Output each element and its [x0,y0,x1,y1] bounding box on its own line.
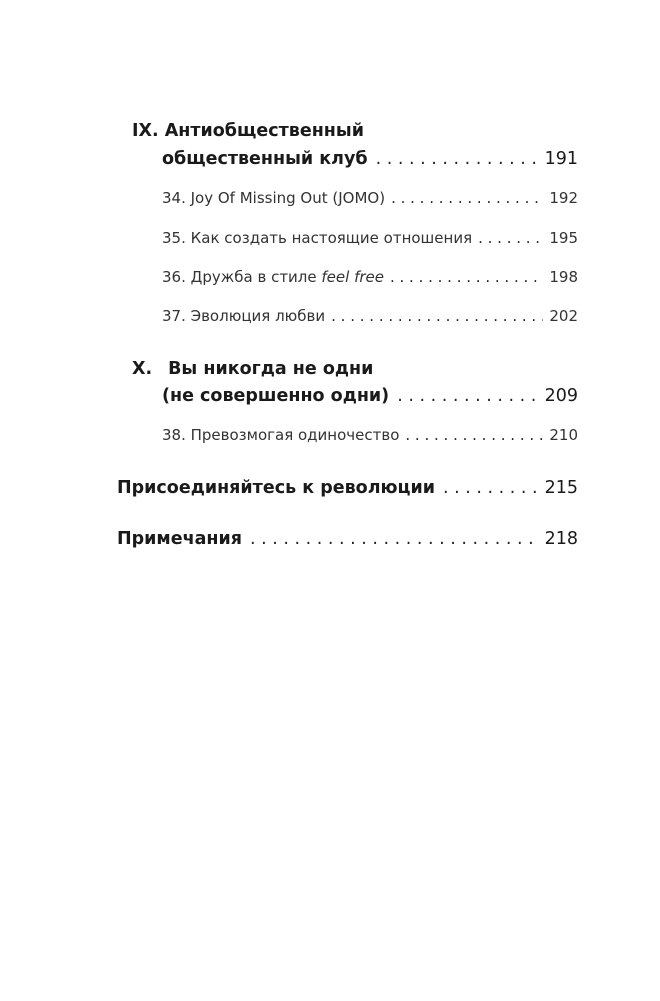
section-title: 38. Превозмогая одиночество [162,426,400,444]
join-revolution-page: 215 [544,478,578,498]
chapter-x-number: X. [132,359,153,379]
section-page: 198 [549,268,578,286]
chapter-ix-title-line2: общественный клуб [162,149,368,169]
section-title: 37. Эволюция любви [162,307,326,325]
toc-entry-section-38[interactable] [162,426,578,444]
toc-entry-join-revolution[interactable] [117,478,578,498]
chapter-ix-title-line1: Антиобщественный [164,121,364,141]
section-page: 195 [549,229,578,247]
toc-entry-section-35[interactable] [162,229,578,247]
section-title: 35. Как создать настоящие отношения [162,229,473,247]
dot-leader [405,426,543,444]
chapter-x-heading [132,359,373,379]
section-page: 202 [549,307,578,325]
section-title: 34. Joy Of Missing Out (JOMO) [162,189,386,207]
chapter-ix-heading [132,121,364,141]
join-revolution-title: Присоединяйтесь к революции [117,478,436,498]
toc-entry-notes[interactable] [117,529,578,549]
toc-entry-section-37[interactable] [162,307,578,325]
section-title [162,268,384,286]
chapter-x-title-line1: Вы никогда не одни [168,359,374,379]
dot-leader [376,149,537,169]
notes-page: 218 [544,529,578,549]
notes-title: Примечания [117,529,243,549]
toc-entry-section-36[interactable] [162,268,578,286]
dot-leader [331,307,543,325]
chapter-ix-number: IX. [132,121,159,141]
section-page: 210 [549,426,578,444]
toc-entry-section-34[interactable] [162,189,578,207]
toc-entry-chapter-x[interactable] [162,386,578,406]
dot-leader [478,229,543,247]
chapter-ix-page: 191 [544,149,578,169]
dot-leader [390,268,543,286]
dot-leader [391,189,543,207]
section-title-italic: feel free [321,268,384,286]
dot-leader [250,529,537,549]
section-page: 192 [549,189,578,207]
toc-entry-chapter-ix[interactable] [162,149,578,169]
chapter-x-title-line2: (не совершенно одни) [162,386,390,406]
dot-leader [443,478,537,498]
dot-leader [397,386,536,406]
chapter-x-page: 209 [544,386,578,406]
section-title-prefix: 36. Дружба в стиле [162,268,322,286]
